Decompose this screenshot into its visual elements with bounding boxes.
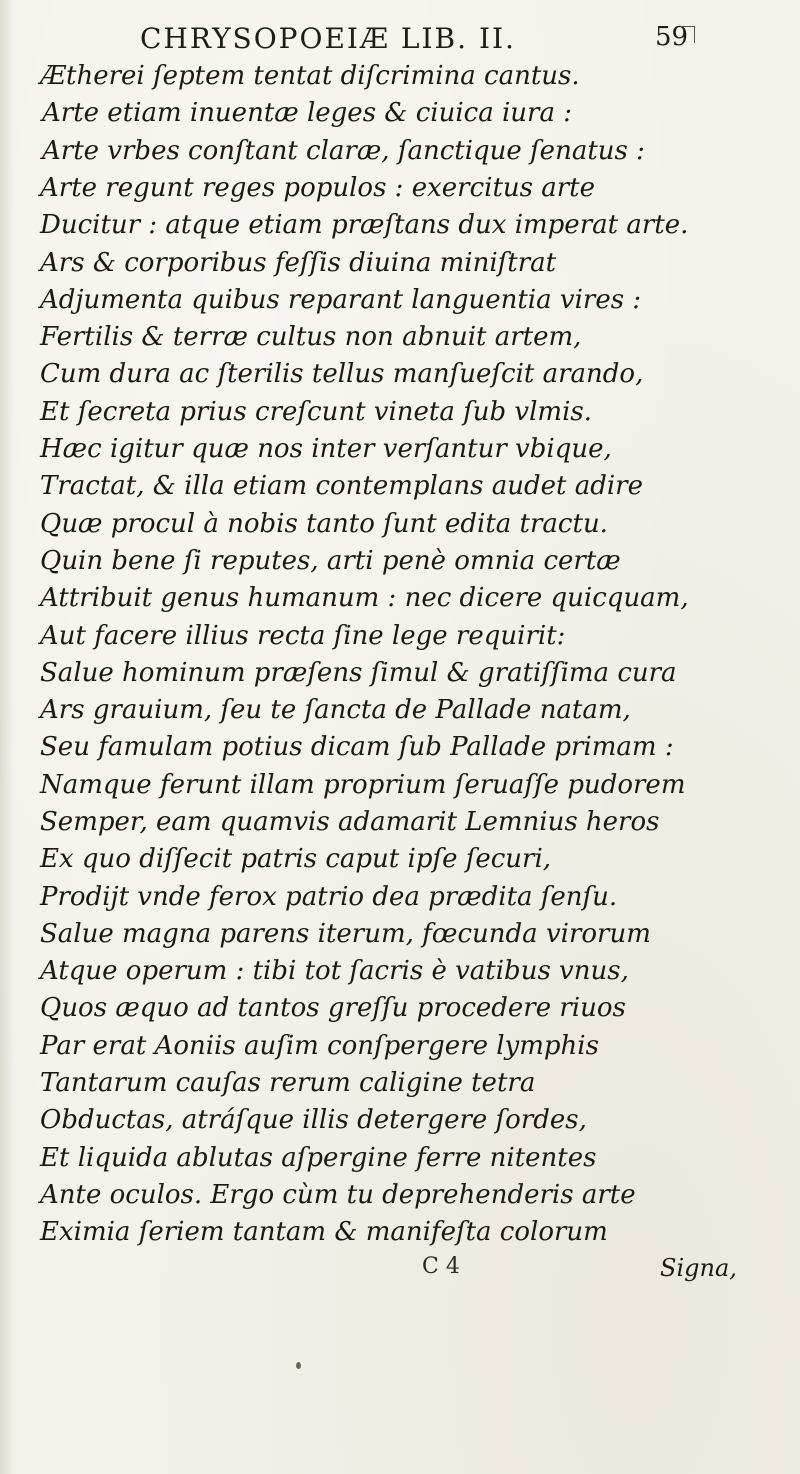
verse-line: Cum dura ac ſterilis tellus manſueſcit arando, <box>40 359 644 389</box>
verse-line: Prodijt vnde ferox patrio dea prædita ſenſu. <box>40 882 618 912</box>
verse-line: Tractat, & illa etiam contemplans audet adire <box>40 471 643 501</box>
verse-line: Ars & corporibus feſſis diuina miniſtrat <box>40 248 557 278</box>
corner-mark <box>680 26 695 43</box>
verse-line: Arte regunt reges populos : exercitus arte <box>40 173 596 203</box>
verse-line: Adjumenta quibus reparant languentia vires : <box>40 285 642 315</box>
verse-line: Ars grauium, ſeu te ſancta de Pallade natam, <box>40 695 631 725</box>
verse-line: Hæc igitur quæ nos inter verſantur vbique, <box>40 434 612 464</box>
verse-line: Par erat Aoniis auſim conſpergere lymphis <box>40 1031 599 1061</box>
page-header <box>0 22 800 62</box>
verse-line: Et liquida ablutas aſpergine ferre nitentes <box>40 1143 597 1173</box>
verse-line: Quin bene ſi reputes, arti penè omnia certæ <box>40 546 621 576</box>
catchword: Signa, <box>660 1254 737 1282</box>
binding-shadow <box>0 0 14 1474</box>
verse-line: Et ſecreta prius creſcunt vineta ſub vlmis. <box>40 397 593 427</box>
verse-line: Ex quo diſſecit patris caput ipſe ſecuri, <box>40 844 552 874</box>
verse-line: Semper, eam quamvis adamarit Lemnius heros <box>40 807 660 837</box>
verse-line: Aut facere illius recta ſine lege requirit: <box>40 621 566 651</box>
running-title: CHRYSOPOEIÆ LIB. II. <box>140 22 516 55</box>
verse-line: Ante oculos. Ergo cùm tu deprehenderis arte <box>40 1180 636 1210</box>
verse-line: Attribuit genus humanum : nec dicere quicquam, <box>40 583 689 613</box>
verse-line: Quæ procul à nobis tanto ſunt edita tractu. <box>40 509 608 539</box>
verse-line: Ætherei ſeptem tentat diſcrimina cantus. <box>40 61 580 91</box>
verse-line: Seu famulam potius dicam ſub Pallade primam : <box>40 732 674 762</box>
verse-line: Quos æquo ad tantos greſſu procedere riuos <box>40 993 626 1023</box>
signature-mark: C 4 <box>422 1254 460 1279</box>
verse-line: Eximia ſeriem tantam & manifeſta colorum <box>40 1217 608 1247</box>
verse-line: Namque ferunt illam proprium ſeruaſſe pudorem <box>40 770 686 800</box>
verse-line: Arte etiam inuentæ leges & ciuica iura : <box>42 98 572 128</box>
verse-line: Salue hominum præſens ſimul & gratiſſima cura <box>40 658 677 688</box>
verse-line: Ducitur : atque etiam præſtans dux imperat arte. <box>40 210 689 240</box>
verse-line: Tantarum cauſas rerum caligine tetra <box>40 1068 536 1098</box>
page-footer <box>0 1254 800 1288</box>
ink-speck <box>296 1362 301 1369</box>
page-number: 59 <box>655 22 689 52</box>
verse-line: Fertilis & terræ cultus non abnuit artem, <box>40 322 582 352</box>
verse-line: Salue magna parens iterum, fœcunda virorum <box>40 919 651 949</box>
verse-line: Atque operum : tibi tot ſacris è vatibus vnus, <box>40 956 629 986</box>
verse-line: Arte vrbes conſtant claræ, ſanctique ſenatus : <box>42 136 645 166</box>
verse-line: Obductas, atráſque illis detergere ſordes, <box>40 1105 587 1135</box>
